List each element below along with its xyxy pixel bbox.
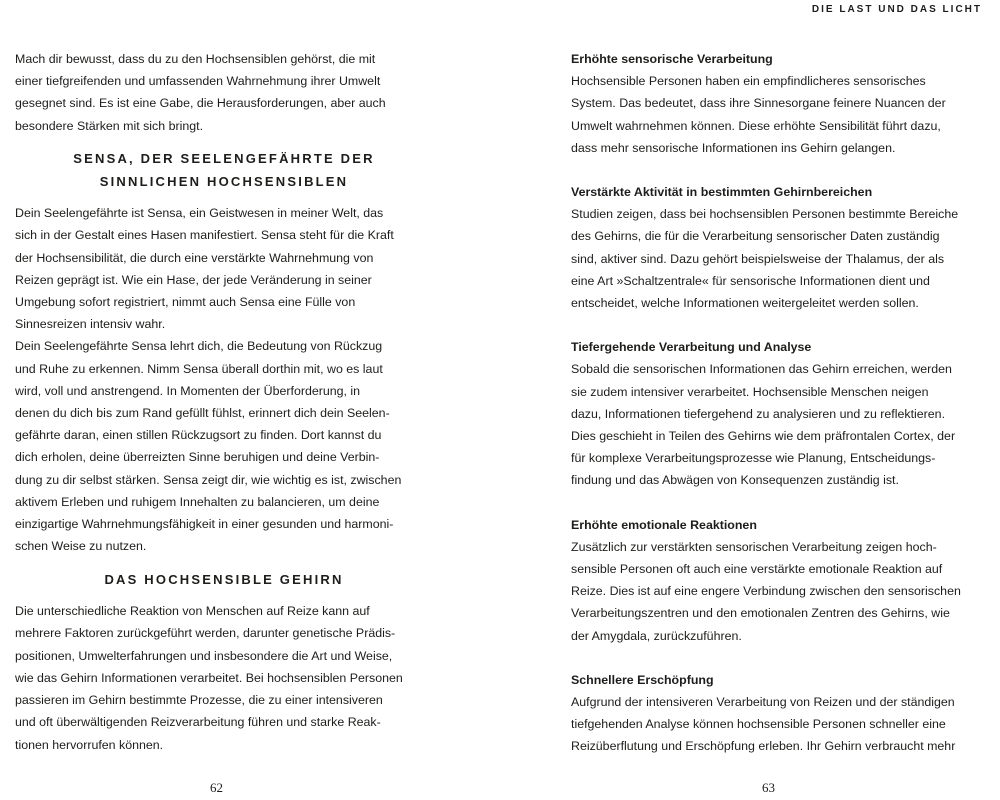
subheading: Tiefergehende Verarbeitung und Analyse	[571, 340, 812, 355]
heading-line: SENSA, DER SEELENGEFÄHRTE DER	[73, 151, 375, 167]
text-line: Dein Seelengefährte Sensa lehrt dich, die Bedeutung von Rückzug	[15, 339, 383, 354]
text-line: System. Das bedeutet, dass ihre Sinnesorgane feinere Nuancen der	[571, 96, 946, 111]
text-line: Dies geschieht in Teilen des Gehirns wie dem präfrontalen Cortex, der	[571, 429, 956, 444]
text-line: Umgebung sofort registriert, nimmt auch Sensa eine Fülle von	[15, 294, 356, 309]
text-line: Reizüberflutung und Erschöpfung erleben. Ihr Gehirn verbraucht mehr	[571, 739, 956, 754]
page-number-left: 62	[210, 780, 223, 795]
text-line: des Gehirns, die für die Verarbeitung sensorischer Daten zuständig	[571, 229, 940, 244]
block-sensory-processing	[571, 48, 987, 159]
text-line: einzigartige Wahrnehmungsfähigkeit in einer gesunden und harmoni-	[15, 516, 394, 531]
text-line: der Hochsensibilität, die durch eine verstärkte Wahrnehmung von	[15, 250, 374, 265]
text-line: Zusätzlich zur verstärkten sensorischen Verarbeitung zeigen hoch-	[571, 539, 937, 554]
text-line: Sinnesreizen intensiv wahr.	[15, 317, 166, 332]
text-line: findung und das Abwägen von Konsequenzen zuständig ist.	[571, 473, 899, 488]
text-line: dich erholen, deine überreizten Sinne beruhigen und deine Verbin-	[15, 450, 380, 465]
text-line: denen du dich bis zum Rand gefüllt fühlst, erinnert dich dein Seelen-	[15, 405, 390, 420]
subheading: Erhöhte sensorische Verarbeitung	[571, 52, 773, 66]
text-line: aktivem Erleben und ruhigem Innehalten zu balancieren, um deine	[15, 494, 380, 509]
text-line: Reize. Dies ist auf eine engere Verbindung zwischen den sensorischen	[571, 584, 961, 599]
text-line: dung zu dir selbst stärken. Sensa zeigt dir, wie wichtig es ist, zwischen	[15, 472, 402, 487]
text-line: wie das Gehirn Informationen verarbeitet. Bei hochsensiblen Personen	[15, 670, 403, 685]
block-deep-processing	[571, 336, 987, 491]
text-line: positionen, Umwelterfahrungen und insbesondere die Art und Weise,	[15, 648, 393, 663]
block-emotional-reactions	[571, 514, 987, 647]
text-line: sind, aktiver sind. Dazu gehört beispielsweise der Thalamus, der als	[571, 251, 945, 266]
text-line: gefährte daran, einen stillen Rückzugsort zu finden. Dort kannst du	[15, 428, 382, 443]
text-line: dazu, Informationen tiefergehend zu analysieren und zu reflektieren.	[571, 406, 946, 421]
text-line: Die unterschiedliche Reaktion von Menschen auf Reize kann auf	[15, 604, 370, 619]
text-line: Verarbeitungszentren und den emotionalen Zentren des Gehirns, wie	[571, 606, 950, 621]
text-line: für komplexe Verarbeitungsprozesse wie Planung, Entscheidungs-	[571, 451, 936, 466]
text-line: Studien zeigen, dass bei hochsensiblen Personen bestimmte Bereiche	[571, 207, 959, 222]
brain-paragraph	[15, 600, 433, 755]
text-line: dass mehr sensorische Informationen ins Gehirn gelangen.	[571, 140, 896, 155]
subheading: Verstärkte Aktivität in bestimmten Gehirnbereichen	[571, 185, 873, 200]
text-line: eine Art »Schaltzentrale« für sensorische Informationen dient und	[571, 273, 930, 288]
text-line: Dein Seelengefährte ist Sensa, ein Geistwesen in meiner Welt, das	[15, 206, 384, 221]
text-line: schen Weise zu nutzen.	[15, 539, 147, 554]
subheading: Erhöhte emotionale Reaktionen	[571, 517, 757, 532]
text-line: sie zudem intensiver verarbeitet. Hochsensible Menschen neigen	[571, 384, 929, 399]
text-line: Hochsensible Personen haben ein empfindlicheres sensorisches	[571, 74, 926, 89]
text-line: Reizen geprägt ist. Wie ein Hase, der jede Veränderung in seiner	[15, 272, 372, 287]
text-line: mehrere Faktoren zurückgeführt werden, darunter genetische Prädis-	[15, 626, 396, 641]
text-line: einer tiefgreifenden und umfassenden Wahrnehmung ihrer Umwelt	[15, 74, 381, 89]
text-line: der Amygdala, zurückzuführen.	[571, 628, 742, 643]
heading-line: SINNLICHEN HOCHSENSIBLEN	[99, 173, 349, 189]
text-line: sich in der Gestalt eines Hasen manifestiert. Sensa steht für die Kraft	[15, 228, 394, 243]
text-line: passieren im Gehirn bestimmte Prozesse, die zu einer intensiveren	[15, 693, 383, 708]
text-line: wird, voll und anstrengend. In Momenten der Überforderung, in	[15, 383, 361, 398]
text-line: Aufgrund der intensiveren Verarbeitung von Reizen und der ständigen	[571, 695, 955, 710]
intro-paragraph	[15, 48, 433, 137]
text-line: und oft überwältigenden Reizverarbeitung führen und starke Reak-	[15, 715, 381, 730]
section-heading-sensa	[15, 148, 433, 193]
text-line: tionen hervorrufen können.	[15, 737, 164, 752]
section-heading-brain: DAS HOCHSENSIBLE GEHIRN	[104, 571, 344, 587]
text-line: entscheidet, welche Informationen weitergeleitet werden sollen.	[571, 296, 919, 311]
text-line: Sobald die sensorischen Informationen das Gehirn erreichen, werden	[571, 362, 952, 377]
block-exhaustion	[571, 669, 987, 758]
left-page	[15, 48, 433, 756]
text-line: Mach dir bewusst, dass du zu den Hochsensiblen gehörst, die mit	[15, 52, 376, 66]
subheading: Schnellere Erschöpfung	[571, 672, 714, 687]
text-line: sensible Personen oft auch eine verstärkte emotionale Reaktion auf	[571, 562, 943, 577]
running-head: DIE LAST UND DAS LICHT	[811, 4, 982, 15]
block-brain-activity	[571, 181, 987, 314]
text-line: tiefgehenden Analyse können hochsensible Personen schneller eine	[571, 717, 946, 732]
sensa-paragraph	[15, 202, 433, 557]
text-line: besondere Stärken mit sich bringt.	[15, 118, 204, 133]
right-page	[571, 48, 987, 758]
page-number-right: 63	[762, 780, 775, 795]
text-line: und Ruhe zu erkennen. Nimm Sensa überall dorthin mit, wo es laut	[15, 361, 383, 376]
text-line: Umwelt wahrnehmen können. Diese erhöhte Sensibilität führt dazu,	[571, 118, 941, 133]
text-line: gesegnet sind. Es ist eine Gabe, die Herausforderungen, aber auch	[15, 96, 386, 111]
